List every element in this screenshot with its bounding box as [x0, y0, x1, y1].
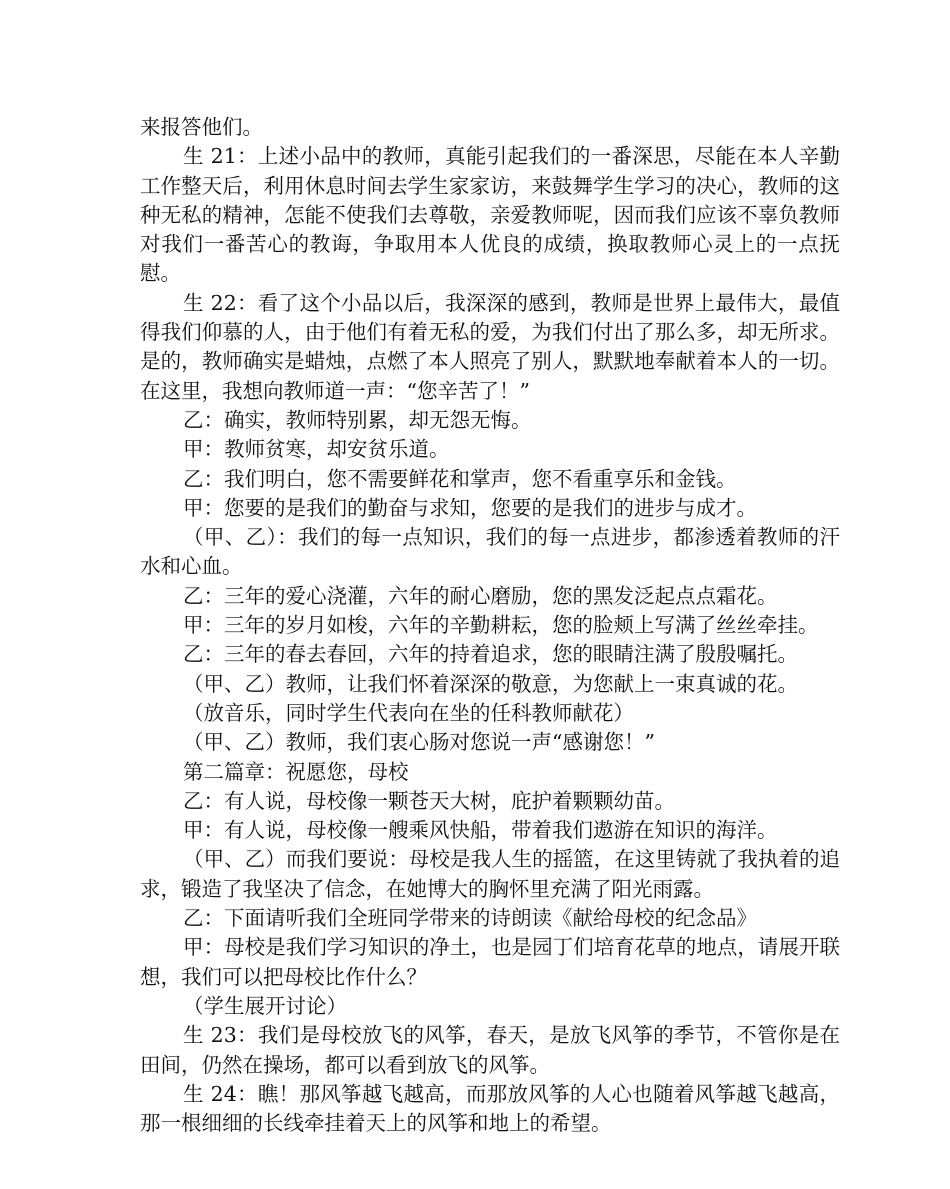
paragraph: 甲：有人说，母校像一艘乘风快船，带着我们遨游在知识的海洋。	[183, 818, 778, 843]
paragraph: 生 22：看了这个小品以后，我深深的感到，教师是世界上最伟大，最值得我们仰慕的人，由于他们有着无私的爱，为我们付出了那么多，却无所求。是的，教师确实是蜡烛，点燃了本人照亮了别人，默默地奉献着本人的一切。在这里，我想向教师道一声：“您辛苦了！”	[140, 290, 840, 403]
paragraph: 乙：三年的爱心浇灌，六年的耐心磨励，您的黑发泛起点点霜花。	[183, 583, 778, 608]
paragraph: （学生展开讨论）	[183, 993, 348, 1018]
paragraph: 乙：下面请听我们全班同学带来的诗朗读《献给母校的纪念品》	[183, 906, 758, 931]
paragraph: 乙：确实，教师特别累，却无怨无悔。	[183, 407, 532, 432]
section-heading: 第二篇章：祝愿您，母校	[183, 759, 409, 784]
paragraph: （甲、乙）：我们的每一点知识，我们的每一点进步，都渗透着教师的汗水和心血。	[140, 525, 840, 579]
paragraph: 甲：三年的岁月如梭，六年的辛勤耕耘，您的脸颊上写满了丝丝牵挂。	[183, 613, 819, 638]
paragraph: 乙：三年的春去春回，六年的持着追求，您的眼睛注满了殷殷嘱托。	[183, 642, 799, 667]
paragraph: 乙：我们明白，您不需要鲜花和掌声，您不看重享乐和金钱。	[183, 466, 737, 491]
paragraph: 生 21：上述小品中的教师，真能引起我们的一番深思，尽能在本人辛勤工作整天后，利用休息时间去学生家家访，来鼓舞学生学习的决心，教师的这种无私的精神，怎能不使我们去尊敬，亲爱教师呢，因而我们应该不辜负教师对我们一番苦心的教诲，争取用本人优良的成绩，换取教师心灵上的一点抚慰。	[140, 144, 840, 286]
paragraph: 甲：母校是我们学习知识的净土，也是园丁们培育花草的地点，请展开联想，我们可以把母校比作什么？	[140, 935, 840, 989]
paragraph: 乙：有人说，母校像一颗苍天大树，庇护着颗颗幼苗。	[183, 788, 676, 813]
paragraph: 生 24：瞧！那风筝越飞越高，而那放风筝的人心也随着风筝越飞越高，那一根细细的长线牵挂着天上的风筝和地上的希望。	[140, 1081, 840, 1136]
paragraph: 甲：教师贫寒，却安贫乐道。	[183, 437, 450, 462]
document-body	[140, 113, 840, 1138]
paragraph: （甲、乙）教师，我们衷心肠对您说一声“感谢您！”	[183, 730, 656, 755]
paragraph: 来报答他们。	[140, 115, 263, 139]
paragraph: （甲、乙）而我们要说：母校是我人生的摇篮，在这里铸就了我执着的追求，锻造了我坚决了信念，在她博大的胸怀里充满了阳光雨露。	[140, 847, 840, 901]
paragraph: （甲、乙）教师，让我们怀着深深的敬意，为您献上一束真诚的花。	[183, 671, 799, 696]
paragraph: 甲：您要的是我们的勤奋与求知，您要的是我们的进步与成才。	[183, 495, 758, 520]
paragraph: （放音乐，同时学生代表向在坐的任科教师献花）	[183, 700, 635, 725]
paragraph: 生 23：我们是母校放飞的风筝，春天，是放飞风筝的季节，不管你是在田间，仍然在操场，都可以看到放飞的风筝。	[140, 1023, 840, 1077]
